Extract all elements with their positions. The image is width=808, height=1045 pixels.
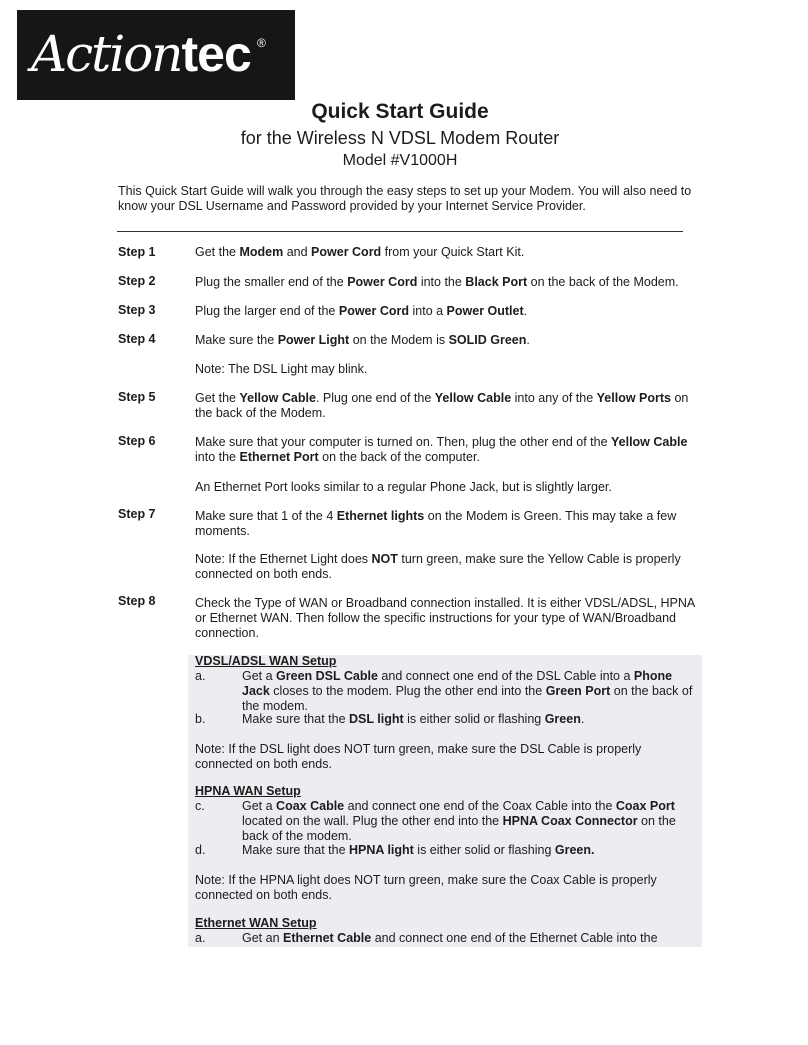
bold-term: Yellow Ports <box>596 391 671 405</box>
step-label: Step 4 <box>118 332 156 346</box>
text-run: into a <box>409 304 447 318</box>
text-run: located on the wall. Plug the other end into the <box>242 814 503 828</box>
text-run: on the back of the Modem. <box>527 275 679 289</box>
step-label: Step 2 <box>118 274 156 288</box>
bold-term: Power Cord <box>311 245 382 259</box>
text-run: Note: The DSL Light may blink. <box>195 362 368 376</box>
text-run: is either solid or flashing <box>413 843 555 857</box>
step-text <box>195 509 695 539</box>
text-run: . <box>526 333 530 347</box>
text-run: Make sure that the <box>242 712 350 726</box>
logo-script-text: Action <box>31 25 182 83</box>
text-run: Make sure that your computer is turned on. Then, plug the other end of the <box>195 435 611 449</box>
text-run: and <box>283 245 312 259</box>
text-run: on the back of the Modem. <box>195 391 689 420</box>
bold-term: HPNA Coax Connector <box>502 814 638 828</box>
bold-term: Yellow Cable <box>611 435 688 449</box>
text-run: and connect one end of the Coax Cable into the <box>344 799 616 813</box>
text-run: Plug the smaller end of the <box>195 275 348 289</box>
step-text <box>195 275 695 290</box>
text-run: on the Modem is <box>349 333 449 347</box>
bold-term: Phone Jack <box>242 669 673 698</box>
bold-term: Ethernet Port <box>239 450 319 464</box>
hpna-heading: HPNA WAN Setup <box>195 784 301 798</box>
text-run: Make sure that the <box>242 843 350 857</box>
title-block <box>0 99 800 171</box>
bold-term: NOT <box>371 552 398 566</box>
text-run: on the back of the computer. <box>318 450 480 464</box>
step-label: Step 1 <box>118 245 156 259</box>
text-run: on the back of the modem. <box>242 814 676 843</box>
text-run: into the <box>195 450 240 464</box>
step-text <box>195 333 695 348</box>
list-letter: c. <box>195 799 205 813</box>
step-note <box>195 480 695 495</box>
list-letter: a. <box>195 931 206 945</box>
logo-wordmark <box>31 24 251 84</box>
list-letter: b. <box>195 712 206 726</box>
text-run: Get a <box>242 799 277 813</box>
list-item <box>242 712 698 727</box>
step-note <box>195 362 695 377</box>
bold-term: Green DSL Cable <box>276 669 378 683</box>
text-run: and connect one end of the DSL Cable into a <box>377 669 634 683</box>
divider <box>117 231 683 232</box>
list-item <box>242 843 698 858</box>
text-run: Make sure the <box>195 333 278 347</box>
step-text <box>195 596 695 641</box>
text-run: into any of the <box>511 391 597 405</box>
bold-term: DSL light <box>349 712 404 726</box>
list-item <box>242 669 698 714</box>
step-text <box>195 245 695 260</box>
list-letter: a. <box>195 669 206 683</box>
step-label: Step 8 <box>118 594 156 608</box>
text-run: An Ethernet Port looks similar to a regular Phone Jack, but is slightly larger. <box>195 480 612 494</box>
step-note <box>195 552 695 582</box>
actiontec-logo <box>17 10 295 100</box>
text-run: . <box>580 712 585 726</box>
text-run: closes to the modem. Plug the other end into the <box>269 684 546 698</box>
step-label: Step 5 <box>118 390 156 404</box>
vdsl-heading: VDSL/ADSL WAN Setup <box>195 654 337 668</box>
bold-term: Yellow Cable <box>434 391 512 405</box>
step-text <box>195 391 695 421</box>
list-letter: d. <box>195 843 206 857</box>
bold-term: Modem <box>239 245 284 259</box>
list-item <box>242 931 698 946</box>
bold-term: Power Outlet <box>446 304 524 318</box>
bold-term: HPNA light <box>349 843 414 857</box>
bold-term: Power Cord <box>347 275 418 289</box>
text-run: Get a <box>242 669 277 683</box>
text-run: Check the Type of WAN or Broadband connection installed. It is either VDSL/ADSL, HPNA or Ethernet WAN. Then follow the specific instructions for your type of WAN/Broadband connection. <box>195 596 695 640</box>
bold-term: Coax Port <box>615 799 675 813</box>
text-run: . Plug one end of the <box>315 391 435 405</box>
text-run: Plug the larger end of the <box>195 304 339 318</box>
text-run: Get an <box>242 931 283 945</box>
page-subtitle: for the Wireless N VDSL Modem Router <box>240 128 560 148</box>
bold-term: Ethernet Cable <box>283 931 372 945</box>
text-run: Note: If the Ethernet Light does <box>195 552 372 566</box>
bold-term: Green Port <box>545 684 611 698</box>
text-run: Get the <box>195 391 240 405</box>
list-item <box>242 799 698 844</box>
step-text <box>195 304 695 319</box>
intro-paragraph: This Quick Start Guide will walk you through the easy steps to set up your Modem. You will also need to know your DSL Username and Password provided by your Internet Service Provider. <box>118 184 692 213</box>
registered-mark: ® <box>257 36 266 50</box>
text-run: is either solid or flashing <box>403 712 545 726</box>
ethernet-heading: Ethernet WAN Setup <box>195 916 317 930</box>
bold-term: SOLID Green <box>448 333 527 347</box>
bold-term: Power Cord <box>338 304 410 318</box>
text-run: and connect one end of the Ethernet Cable into the <box>371 931 658 945</box>
bold-term: Coax Cable <box>276 799 345 813</box>
text-run: turn green, make sure the Yellow Cable is properly connected on both ends. <box>195 552 681 581</box>
step-text <box>195 435 695 465</box>
step-label: Step 3 <box>118 303 156 317</box>
bold-term: Green. <box>554 843 595 857</box>
bold-term: Ethernet lights <box>336 509 425 523</box>
hpna-note: Note: If the HPNA light does NOT turn green, make sure the Coax Cable is properly connected on both ends. <box>195 873 657 902</box>
model-number: Model #V1000H <box>342 152 458 169</box>
step-label: Step 6 <box>118 434 156 448</box>
text-run: on the back of the modem. <box>242 684 693 713</box>
bold-term: Power Light <box>277 333 350 347</box>
text-run: into the <box>417 275 466 289</box>
vdsl-note: Note: If the DSL light does NOT turn green, make sure the DSL Cable is properly connected on both ends. <box>195 742 642 771</box>
page-title: Quick Start Guide <box>311 100 489 123</box>
text-run: Get the <box>195 245 240 259</box>
text-run: Make sure that 1 of the 4 <box>195 509 337 523</box>
text-run: from your Quick Start Kit. <box>381 245 525 259</box>
bold-term: Green <box>544 712 581 726</box>
text-run: . <box>523 304 528 318</box>
step-label: Step 7 <box>118 507 156 521</box>
logo-bold-text: tec <box>181 26 251 82</box>
text-run: on the Modem is Green. This may take a few moments. <box>195 509 677 538</box>
bold-term: Black Port <box>465 275 528 289</box>
bold-term: Yellow Cable <box>239 391 316 405</box>
